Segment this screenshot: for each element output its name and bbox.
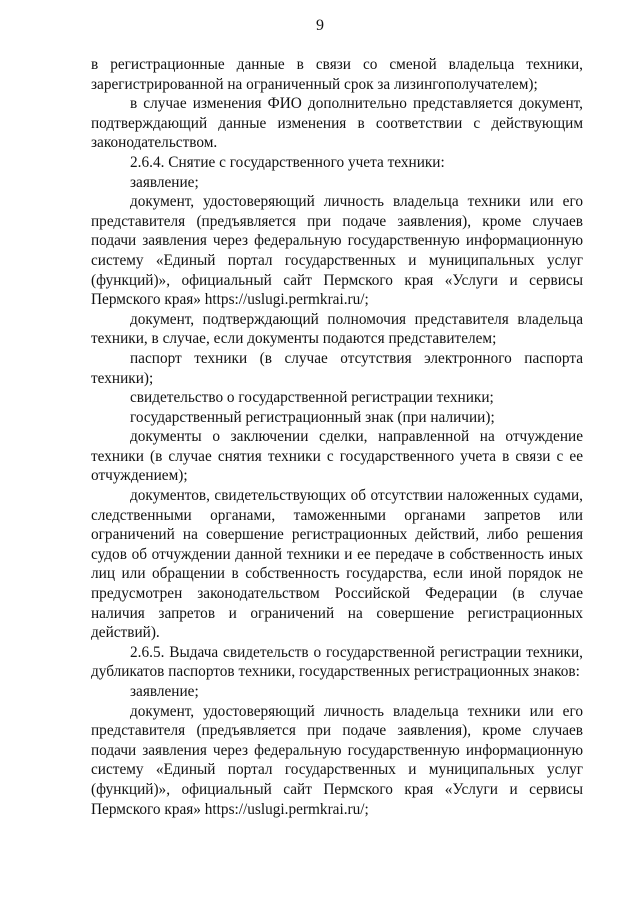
paragraph: 2.6.5. Выдача свидетельств о государственной регистрации техники, дубликатов паспортов техники, государственных регистрационных знаков: bbox=[91, 643, 583, 681]
paragraph: 2.6.4. Снятие с государственного учета техники: bbox=[130, 153, 445, 171]
page-number: 9 bbox=[316, 17, 324, 34]
paragraph: документов, свидетельствующих об отсутствии наложенных судами, следственными органами, таможенными органами запретов или ограничений на совершение регистрационных действий, либо решения судов об отчуждении данной техники и ее передаче в собственность иных лиц или обращении в собственность государства, если иной порядок не предусмотрен законодательством Российской Федерации (в случае наличия запретов и ограничений на совершение регистрационных действий). bbox=[91, 487, 583, 642]
paragraph: документ, удостоверяющий личность владельца техники или его представителя (предъявляется при подаче заявления), кроме случаев подачи заявления через федеральную государственную информационную систему «Единый портал государственных и муниципальных услуг (функций)», официальный сайт Пермского края «Услуги и сервисы Пермского края» https://uslugi.permkrai.ru/; bbox=[91, 702, 583, 818]
paragraph: государственный регистрационный знак (при наличии); bbox=[130, 408, 495, 426]
paragraph: заявление; bbox=[130, 173, 199, 191]
body-text bbox=[91, 55, 583, 819]
paragraph: свидетельство о государственной регистрации техники; bbox=[130, 389, 494, 407]
paragraph: в регистрационные данные в связи со сменой владельца техники, зарегистрированной на ограниченный срок за лизингополучателем); bbox=[91, 56, 583, 93]
paragraph: документы о заключении сделки, направленной на отчуждение техники (в случае снятия техники с государственного учета в связи с ее отчуждением); bbox=[91, 428, 583, 485]
paragraph: заявление; bbox=[130, 683, 199, 700]
paragraph: документ, подтверждающий полномочия представителя владельца техники, в случае, если документы подаются представителем; bbox=[91, 310, 583, 348]
paragraph: паспорт техники (в случае отсутствия электронного паспорта техники); bbox=[91, 349, 583, 387]
paragraph: в случае изменения ФИО дополнительно представляется документ, подтверждающий данные изменения в соответствии с действующим законодательством. bbox=[91, 95, 583, 152]
paragraph: документ, удостоверяющий личность владельца техники или его представителя (предъявляется при подаче заявления), кроме случаев подачи заявления через федеральную государственную информационную систему «Единый портал государственных и муниципальных услуг (функций)», официальный сайт Пермского края «Услуги и сервисы Пермского края» https://uslugi.permkrai.ru/; bbox=[91, 193, 583, 309]
